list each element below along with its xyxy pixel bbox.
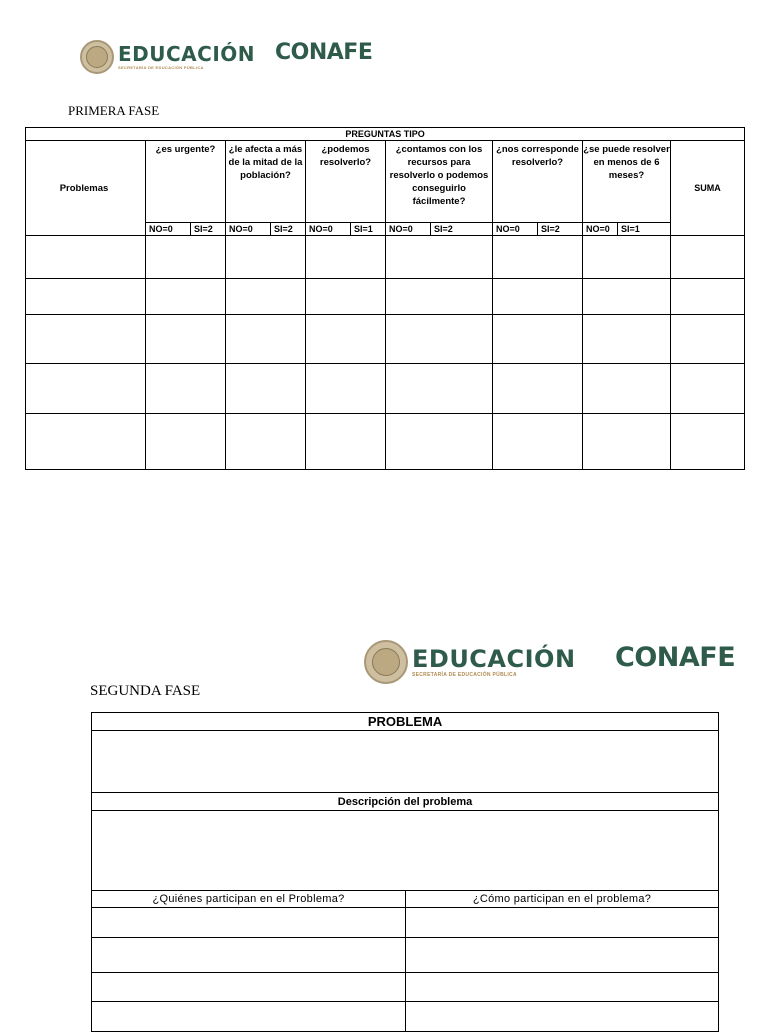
- national-seal-icon: [364, 640, 408, 684]
- answer-cell[interactable]: [306, 364, 386, 414]
- question-corresponde: ¿nos corresponde resolverlo?: [493, 141, 583, 223]
- educacion-subtitle: SECRETARÍA DE EDUCACIÓN PÚBLICA: [412, 671, 517, 678]
- answer-cell[interactable]: [583, 414, 671, 470]
- answer-cell[interactable]: [386, 279, 493, 315]
- sum-cell[interactable]: [671, 414, 745, 470]
- conafe-logo-top: CONAFE: [275, 40, 373, 65]
- answer-cell[interactable]: [386, 315, 493, 364]
- answer-cell[interactable]: [493, 279, 583, 315]
- score-no: NO=0: [386, 223, 431, 236]
- score-no: NO=0: [306, 223, 351, 236]
- answer-cell[interactable]: [146, 414, 226, 470]
- score-si: SI=2: [538, 223, 583, 236]
- question-seis-meses: ¿se puede resolver en menos de 6 meses?: [583, 141, 671, 223]
- answer-cell[interactable]: [493, 315, 583, 364]
- answer-cell[interactable]: [493, 236, 583, 279]
- answer-cell[interactable]: [306, 279, 386, 315]
- score-si: SI=2: [431, 223, 493, 236]
- educacion-wordmark: EDUCACIÓN: [118, 42, 256, 66]
- answer-cell[interactable]: [386, 236, 493, 279]
- score-no: NO=0: [493, 223, 538, 236]
- answer-cell[interactable]: [583, 364, 671, 414]
- educacion-wordmark: EDUCACIÓN: [412, 644, 576, 673]
- suma-header: SUMA: [671, 141, 745, 236]
- phase2-title: SEGUNDA FASE: [90, 683, 201, 699]
- score-no: NO=0: [146, 223, 191, 236]
- table-row: [26, 315, 745, 364]
- answer-cell[interactable]: [386, 414, 493, 470]
- table-row: [92, 908, 719, 938]
- phase1-title: PRIMERA FASE: [68, 103, 160, 118]
- answer-cell[interactable]: [493, 364, 583, 414]
- como-cell[interactable]: [406, 973, 719, 1002]
- problem-cell[interactable]: [26, 414, 146, 470]
- answer-cell[interactable]: [583, 236, 671, 279]
- problema-header: PROBLEMA: [92, 713, 719, 731]
- educacion-subtitle: SECRETARÍA DE EDUCACIÓN PÚBLICA: [118, 65, 204, 70]
- table-row: [26, 279, 745, 315]
- descripcion-field[interactable]: [92, 811, 719, 891]
- score-no: NO=0: [226, 223, 271, 236]
- answer-cell[interactable]: [226, 279, 306, 315]
- answer-cell[interactable]: [583, 279, 671, 315]
- sum-cell[interactable]: [671, 236, 745, 279]
- national-seal-icon: [80, 40, 114, 74]
- score-si: SI=1: [351, 223, 386, 236]
- sum-cell[interactable]: [671, 364, 745, 414]
- phase1-table: [25, 127, 745, 470]
- quienes-header: ¿Quiénes participan en el Problema?: [92, 891, 406, 908]
- sum-cell[interactable]: [671, 315, 745, 364]
- problem-cell[interactable]: [26, 364, 146, 414]
- quienes-cell[interactable]: [92, 908, 406, 938]
- como-cell[interactable]: [406, 908, 719, 938]
- conafe-logo-bottom: CONAFE: [615, 642, 736, 673]
- question-afecta-poblacion: ¿le afecta a más de la mitad de la población?: [226, 141, 306, 223]
- como-header: ¿Cómo participan en el problema?: [406, 891, 719, 908]
- answer-cell[interactable]: [146, 236, 226, 279]
- como-cell[interactable]: [406, 1002, 719, 1032]
- descripcion-header: Descripción del problema: [92, 793, 719, 811]
- answer-cell[interactable]: [146, 279, 226, 315]
- score-si: SI=1: [618, 223, 671, 236]
- preguntas-tipo-header: PREGUNTAS TIPO: [26, 128, 745, 141]
- quienes-cell[interactable]: [92, 1002, 406, 1032]
- problem-cell[interactable]: [26, 279, 146, 315]
- question-podemos-resolver: ¿podemos resolverlo?: [306, 141, 386, 223]
- answer-cell[interactable]: [386, 364, 493, 414]
- answer-cell[interactable]: [493, 414, 583, 470]
- table-row: [26, 236, 745, 279]
- quienes-cell[interactable]: [92, 938, 406, 973]
- table-row: [92, 1002, 719, 1032]
- answer-cell[interactable]: [306, 414, 386, 470]
- table-row: [92, 938, 719, 973]
- answer-cell[interactable]: [226, 236, 306, 279]
- answer-cell[interactable]: [226, 364, 306, 414]
- answer-cell[interactable]: [226, 414, 306, 470]
- quienes-cell[interactable]: [92, 973, 406, 1002]
- question-recursos: ¿contamos con los recursos para resolverlo o podemos conseguirlo fácilmente?: [386, 141, 493, 223]
- answer-cell[interactable]: [306, 315, 386, 364]
- table-row: [92, 973, 719, 1002]
- problem-cell[interactable]: [26, 315, 146, 364]
- sum-cell[interactable]: [671, 279, 745, 315]
- table-row: [26, 414, 745, 470]
- answer-cell[interactable]: [146, 315, 226, 364]
- phase2-table: [91, 712, 719, 1032]
- problema-field[interactable]: [92, 731, 719, 793]
- score-si: SI=2: [271, 223, 306, 236]
- educacion-logo-top: [80, 40, 255, 74]
- score-si: SI=2: [191, 223, 226, 236]
- educacion-logo-bottom: [364, 640, 576, 684]
- answer-cell[interactable]: [146, 364, 226, 414]
- como-cell[interactable]: [406, 938, 719, 973]
- answer-cell[interactable]: [306, 236, 386, 279]
- score-no: NO=0: [583, 223, 618, 236]
- problem-cell[interactable]: [26, 236, 146, 279]
- answer-cell[interactable]: [226, 315, 306, 364]
- question-urgente: ¿es urgente?: [146, 141, 226, 223]
- answer-cell[interactable]: [583, 315, 671, 364]
- table-row: [26, 364, 745, 414]
- problemas-header: Problemas: [26, 141, 146, 236]
